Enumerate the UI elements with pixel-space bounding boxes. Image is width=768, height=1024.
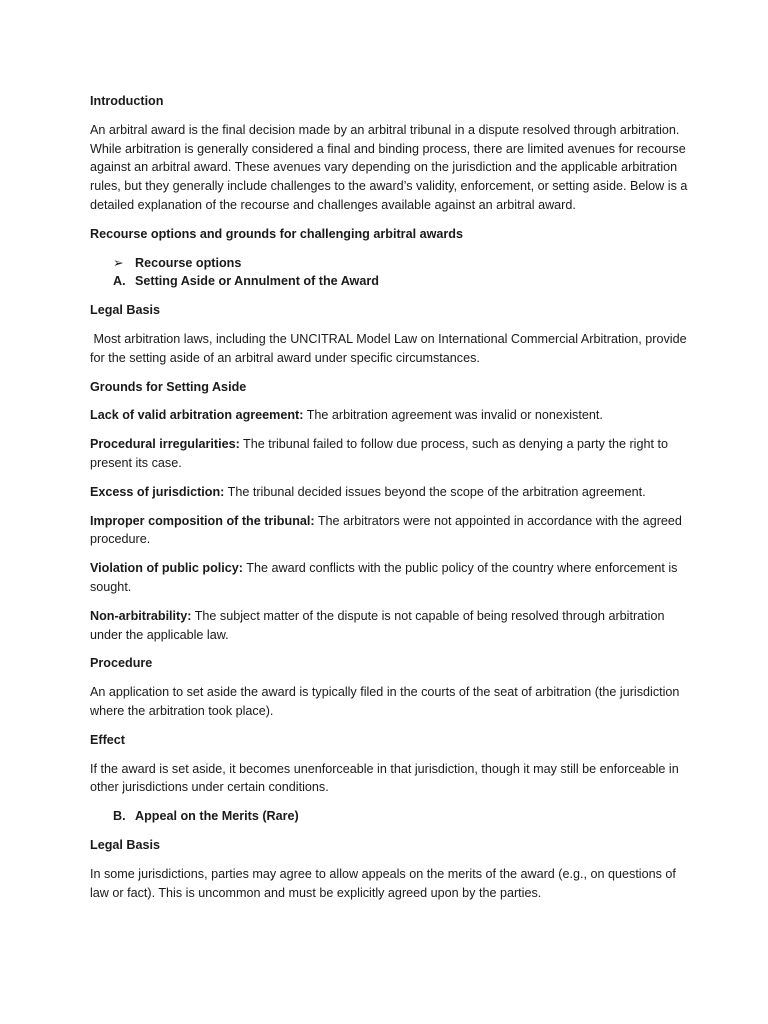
list-marker-b: B.	[113, 809, 126, 824]
ground-term: Lack of valid arbitration agreement:	[90, 408, 304, 423]
effect-heading: Effect	[90, 732, 125, 747]
document-body	[90, 92, 690, 912]
introduction-heading: Introduction	[90, 94, 164, 108]
ground-text: The tribunal failed to follow due process, such as denying a party the right to present its case.	[90, 437, 668, 470]
list-marker-a: A.	[113, 274, 126, 289]
introduction-paragraph: An arbitral award is the final decision made by an arbitral tribunal in a dispute resolved through arbitration. While arbitration is generally considered a final and binding process, there are limited avenues for recourse against an arbitral award. These avenues vary depending on the jurisdiction and the applicable arbitration rules, but they generally include challenges to the award’s validity, enforcement, or setting aside. Below is a detailed explanation of the recourse and challenges available against an arbitral award.	[90, 122, 688, 212]
list-item-b	[90, 807, 690, 826]
list-item-a-label: Setting Aside or Annulment of the Award	[135, 274, 379, 289]
recourse-list	[90, 254, 690, 292]
procedure-paragraph: An application to set aside the award is typically filed in the courts of the seat of arbitration (the jurisdiction where the arbitration took place).	[90, 685, 680, 718]
recourse-heading: Recourse options and grounds for challenging arbitral awards	[90, 226, 463, 241]
ground-text: The subject matter of the dispute is not capable of being resolved through arbitration under the applicable law.	[90, 608, 665, 642]
ground-text: The arbitration agreement was invalid or nonexistent.	[303, 408, 603, 423]
ground-item	[90, 406, 690, 425]
ground-text: The arbitrators were not appointed in accordance with the agreed procedure.	[90, 513, 682, 547]
appeal-legal-basis-paragraph: In some jurisdictions, parties may agree to allow appeals on the merits of the award (e.g., on questions of law or fact). This is uncommon and must be explicitly agreed upon by the parties.	[90, 866, 676, 900]
ground-term: Procedural irregularities:	[90, 437, 240, 452]
ground-text: The tribunal decided issues beyond the scope of the arbitration agreement.	[224, 484, 646, 499]
ground-item	[90, 512, 690, 550]
ground-term: Improper composition of the tribunal:	[90, 513, 315, 528]
ground-item	[90, 607, 690, 645]
list-item-a	[90, 272, 690, 291]
ground-item	[90, 559, 690, 597]
appeal-legal-basis-heading: Legal Basis	[90, 837, 160, 852]
ground-text: The award conflicts with the public policy of the country where enforcement is sought.	[90, 561, 678, 594]
list-item-b-label: Appeal on the Merits (Rare)	[135, 809, 299, 824]
appeal-list	[90, 807, 690, 826]
arrow-bullet-icon: ➢	[113, 255, 124, 270]
ground-item	[90, 435, 690, 473]
grounds-heading: Grounds for Setting Aside	[90, 379, 247, 394]
procedure-heading: Procedure	[90, 656, 153, 671]
ground-item	[90, 483, 690, 502]
ground-term: Violation of public policy:	[90, 561, 243, 576]
recourse-bullet-label: Recourse options	[135, 255, 242, 270]
legal-basis-paragraph: Most arbitration laws, including the UNCITRAL Model Law on International Commercial Arbitration, provide for the setting aside of an arbitral award under specific circumstances.	[90, 331, 691, 365]
effect-paragraph: If the award is set aside, it becomes unenforceable in that jurisdiction, though it may still be enforceable in other jurisdictions under certain conditions.	[90, 761, 679, 795]
legal-basis-heading: Legal Basis	[90, 303, 160, 318]
ground-term: Excess of jurisdiction:	[90, 484, 225, 499]
ground-term: Non-arbitrability:	[90, 608, 192, 623]
recourse-bullet-item	[90, 254, 690, 273]
